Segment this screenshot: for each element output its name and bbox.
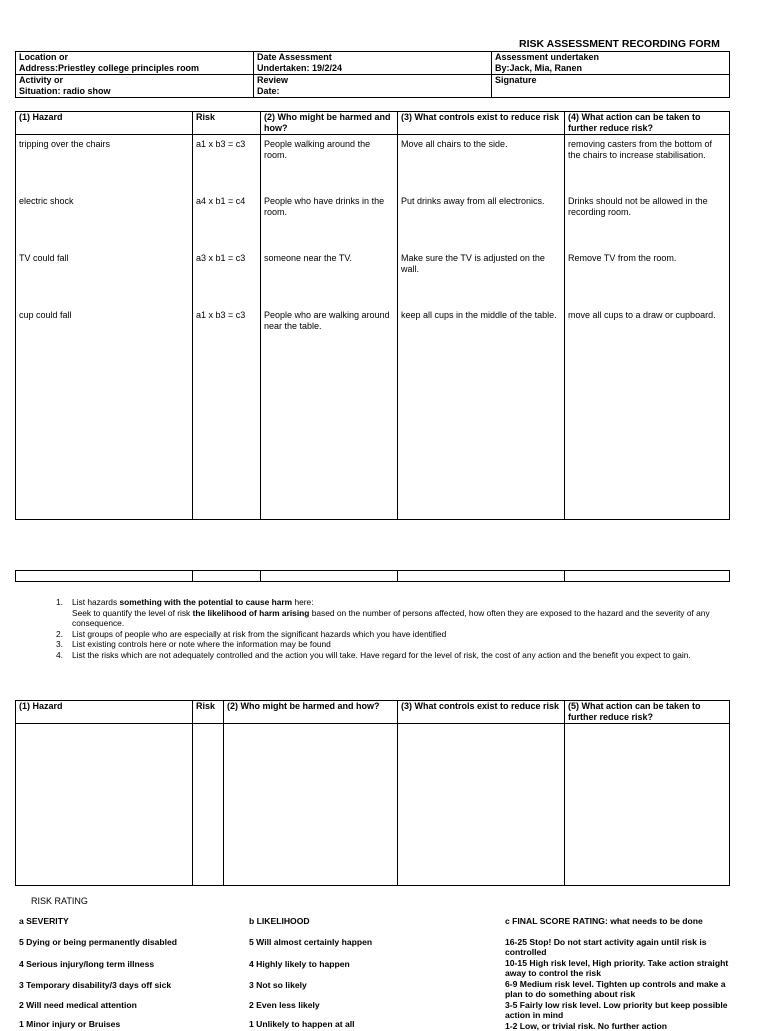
likelihood-item: 2 Even less likely xyxy=(249,1000,320,1011)
header-risk: Risk xyxy=(193,701,224,724)
who-column xyxy=(261,135,398,520)
controls-entry: Make sure the TV is adjusted on the wall. xyxy=(401,253,561,310)
blank-cell[interactable] xyxy=(398,724,565,886)
header-action: (5) What action can be taken to further reduce risk? xyxy=(565,701,730,724)
assessor-cell xyxy=(492,52,730,75)
severity-item: 2 Will need medical attention xyxy=(19,1000,137,1011)
risk-entry: a1 x b3 = c3 xyxy=(196,310,257,367)
who-entry: People walking around the room. xyxy=(264,139,394,196)
risk-entry: a4 x b1 = c4 xyxy=(196,196,257,253)
controls-entry: keep all cups in the middle of the table. xyxy=(401,310,561,367)
activity-cell xyxy=(16,75,254,98)
instruction-item: 4. List the risks which are not adequately controlled and the action you will take. Have regard for the level of risk, the cost of any action and the benefit you expect to gain. xyxy=(56,650,736,661)
severity-item: 1 Minor injury or Bruises xyxy=(19,1019,120,1030)
header-who: (2) Who might be harmed and how? xyxy=(224,701,398,724)
hazard-entry: tripping over the chairs xyxy=(19,139,189,196)
blank-cell[interactable] xyxy=(565,724,730,886)
final-score-item: 1-2 Low, or trivial risk. No further action xyxy=(505,1021,730,1031)
risk-entry: a3 x b1 = c3 xyxy=(196,253,257,310)
review-date: Date: xyxy=(257,86,488,97)
header-risk: Risk xyxy=(193,112,261,135)
risk-entry: a1 x b3 = c3 xyxy=(196,139,257,196)
address-value: Address:Priestley college principles room xyxy=(19,63,250,74)
situation-value: Situation: radio show xyxy=(19,86,250,97)
instructions-list xyxy=(56,597,736,660)
action-column xyxy=(565,135,730,520)
action-entry: move all cups to a draw or cupboard. xyxy=(568,310,726,367)
review-label: Review xyxy=(257,75,488,86)
action-entry: Remove TV from the room. xyxy=(568,253,726,310)
final-score-title: c FINAL SCORE RATING: what needs to be done xyxy=(505,916,730,927)
final-score-item: 3-5 Fairly low risk level. Low priority but keep possible action in mind xyxy=(505,1000,730,1021)
header-controls: (3) What controls exist to reduce risk xyxy=(398,112,565,135)
risk-table-blank xyxy=(15,700,730,886)
location-label: Location or xyxy=(19,52,250,63)
undertaken-value: Undertaken: 19/2/24 xyxy=(257,63,488,74)
who-entry: People who have drinks in the room. xyxy=(264,196,394,253)
instruction-item: 3. List existing controls here or note where the information may be found xyxy=(56,639,736,650)
signature-cell xyxy=(492,75,730,98)
hazard-entry: cup could fall xyxy=(19,310,189,367)
blank-cell[interactable] xyxy=(16,724,193,886)
severity-item: 4 Serious injury/long term illness xyxy=(19,959,154,970)
risk-table-completed xyxy=(15,111,730,520)
likelihood-title: b LIKELIHOOD xyxy=(249,916,310,927)
hazard-column xyxy=(16,135,193,520)
instruction-subtext: Seek to quantify the level of risk the likelihood of harm arising based on the number of persons affected, how often they are exposed to the hazard and the severity of any consequence. xyxy=(56,608,736,629)
likelihood-item: 1 Unlikely to happen at all xyxy=(249,1019,355,1030)
hazard-entry: electric shock xyxy=(19,196,189,253)
location-cell xyxy=(16,52,254,75)
assessment-label: Assessment undertaken xyxy=(495,52,726,63)
date-label: Date Assessment xyxy=(257,52,488,63)
blank-cell[interactable] xyxy=(224,724,398,886)
who-entry: People who are walking around near the table. xyxy=(264,310,394,367)
final-score-section xyxy=(505,916,730,1024)
likelihood-item: 3 Not so likely xyxy=(249,980,307,991)
table-continuation-strip xyxy=(15,570,730,582)
strip-cell xyxy=(261,571,398,582)
controls-entry: Move all chairs to the side. xyxy=(401,139,561,196)
strip-cell xyxy=(398,571,565,582)
final-score-item: 6-9 Medium risk level. Tighten up controls and make a plan to do something about risk xyxy=(505,979,730,1000)
instruction-item: 1. List hazards something with the potential to cause harm here: xyxy=(56,597,736,608)
header-action: (4) What action can be taken to further reduce risk? xyxy=(565,112,730,135)
header-who: (2) Who might be harmed and how? xyxy=(261,112,398,135)
header-hazard: (1) Hazard xyxy=(16,112,193,135)
severity-title: a SEVERITY xyxy=(19,916,69,927)
risk-column xyxy=(193,135,261,520)
strip-cell xyxy=(16,571,193,582)
blank-cell[interactable] xyxy=(193,724,224,886)
severity-item: 3 Temporary disability/3 days off sick xyxy=(19,980,171,991)
signature-label: Signature xyxy=(495,75,726,86)
final-score-item: 10-15 High risk level, High priority. Take action straight away to control the risk xyxy=(505,958,730,979)
date-cell xyxy=(254,52,492,75)
hazard-entry: TV could fall xyxy=(19,253,189,310)
strip-cell xyxy=(193,571,261,582)
action-entry: Drinks should not be allowed in the recording room. xyxy=(568,196,726,253)
final-score-item: 16-25 Stop! Do not start activity again until risk is controlled xyxy=(505,937,730,958)
likelihood-item: 4 Highly likely to happen xyxy=(249,959,350,970)
instruction-item: 2. List groups of people who are especially at risk from the significant hazards which you have identified xyxy=(56,629,736,640)
review-cell xyxy=(254,75,492,98)
assessors-value: By:Jack, Mia, Ranen xyxy=(495,63,726,74)
activity-label: Activity or xyxy=(19,75,250,86)
form-title: RISK ASSESSMENT RECORDING FORM xyxy=(519,39,720,50)
risk-rating-title: RISK RATING xyxy=(31,896,88,907)
controls-column xyxy=(398,135,565,520)
controls-entry: Put drinks away from all electronics. xyxy=(401,196,561,253)
likelihood-item: 5 Will almost certainly happen xyxy=(249,937,372,948)
action-entry: removing casters from the bottom of the chairs to increase stabilisation. xyxy=(568,139,726,196)
assessment-info-table xyxy=(15,51,730,98)
severity-item: 5 Dying or being permanently disabled xyxy=(19,937,177,948)
header-controls: (3) What controls exist to reduce risk xyxy=(398,701,565,724)
strip-cell xyxy=(565,571,730,582)
who-entry: someone near the TV. xyxy=(264,253,394,310)
header-hazard: (1) Hazard xyxy=(16,701,193,724)
